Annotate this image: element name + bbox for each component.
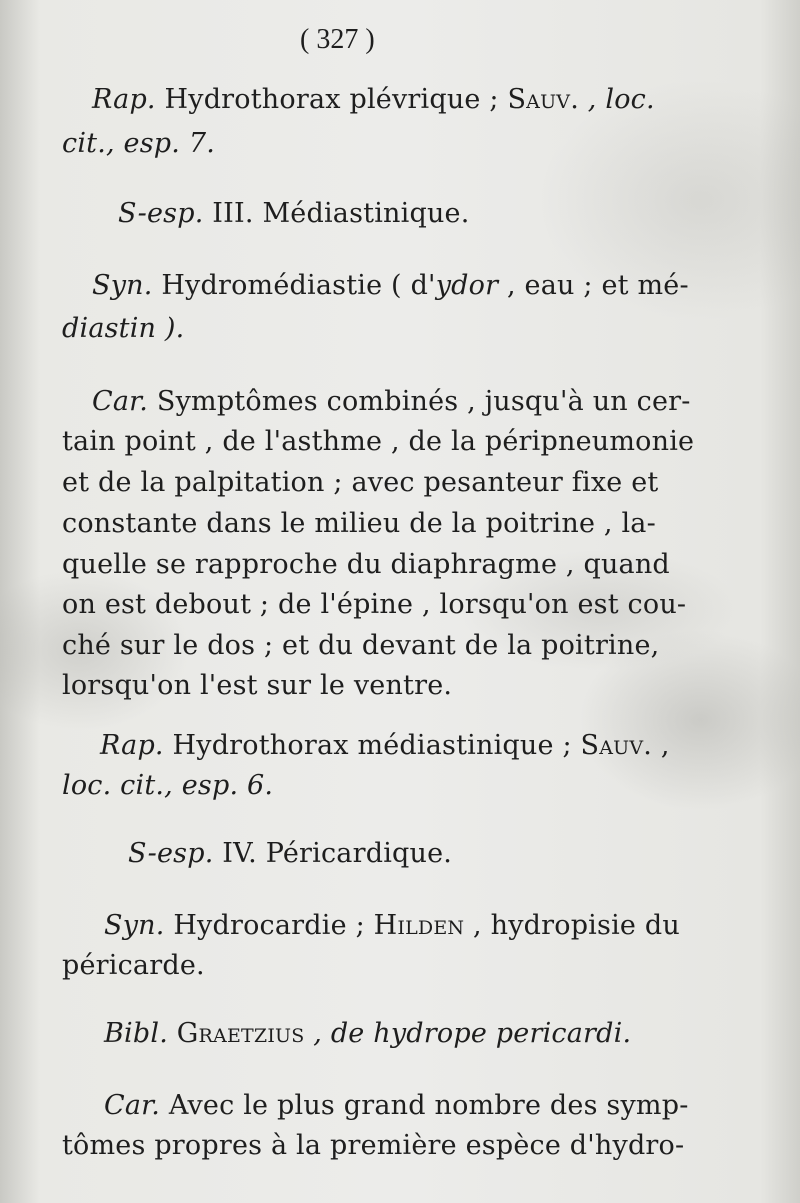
text-line-21: tômes propres à la première espèce d'hydro- xyxy=(62,1130,685,1161)
text-line-20: Car. Avec le plus grand nombre des symp- xyxy=(104,1090,689,1121)
text-line-11: on est debout ; de l'épine , lorsqu'on est cou- xyxy=(62,589,687,620)
subspecies-heading-16: S-esp. IV. Péricardique. xyxy=(128,838,453,869)
text-line-14: Rap. Hydrothorax médiastinique ; Sauv. , xyxy=(100,730,670,761)
rap-label: Rap. xyxy=(92,84,156,115)
text-line-18: péricarde. xyxy=(62,950,205,981)
page-number: ( 327 ) xyxy=(300,24,375,55)
text-line-5: diastin ). xyxy=(62,313,185,344)
text-line-2: cit., esp. 7. xyxy=(62,128,215,159)
text-line-10: quelle se rapproche du diaphragme , quand xyxy=(62,549,670,580)
text-line-17: Syn. Hydrocardie ; Hilden , hydropisie du xyxy=(104,910,680,941)
text-line-4: Syn. Hydromédiastie ( d'ydor , eau ; et mé- xyxy=(92,270,689,301)
subspecies-heading-3: S-esp. III. Médiastinique. xyxy=(118,198,470,229)
text-line-8: et de la palpitation ; avec pesanteur fixe et xyxy=(62,467,659,498)
text-line-9: constante dans le milieu de la poitrine , la- xyxy=(62,508,656,539)
text-line-6: Car. Symptômes combinés , jusqu'à un cer- xyxy=(92,386,691,417)
text-line-15: loc. cit., esp. 6. xyxy=(62,770,274,801)
text-line-13: lorsqu'on l'est sur le ventre. xyxy=(62,670,453,701)
text-line-7: tain point , de l'asthme , de la péripneumonie xyxy=(62,426,695,457)
text-line-1: Rap. Hydrothorax plévrique ; Sauv. , loc. xyxy=(92,84,655,115)
text-line-12: ché sur le dos ; et du devant de la poitrine, xyxy=(62,630,660,661)
bibliography-line: Bibl. Graetzius , de hydrope pericardi. xyxy=(104,1018,632,1049)
